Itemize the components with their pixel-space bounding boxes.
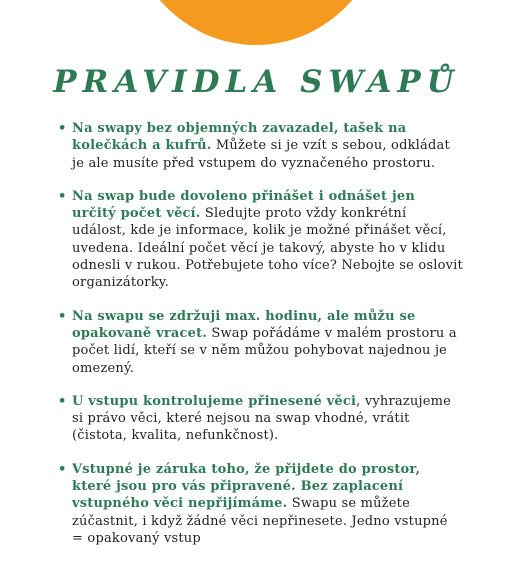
bullet-icon: • <box>58 308 67 324</box>
rule-body: , vyhrazujeme si právo věci, které nejsou na swap vhodné, vrátit (čistota, kvalita, nefunkčnost). <box>72 393 452 444</box>
bullet-icon: • <box>58 393 67 409</box>
rule-lead: Vstupné je záruka toho, že přijdete do prostor, které jsou pro vás připravené. Bez zaplacení vstupného věci nepřijímáme. <box>72 461 421 512</box>
bullet-icon: • <box>58 188 67 204</box>
page-title: PRAVIDLA SWAPŮ <box>53 64 460 100</box>
rule-item-3 <box>58 308 463 377</box>
rule-item-1 <box>58 120 463 172</box>
rule-body: Můžete si je vzít s sebou, odkládat je ale musíte před vstupem do vyznačeného prostoru. <box>72 138 450 171</box>
rule-lead: Na swapy bez objemných zavazadel, tašek na kolečkách a kufrů. <box>72 121 407 154</box>
rule-item-4 <box>58 393 463 445</box>
rule-body: Sledujte proto vždy konkrétní událost, kde je informace, kolik je možné přinášet věcí, uvedena. Ideální počet věcí je takový, abyste ho v klidu odnesli v rukou. Potřebujete toho více? Nebojte se oslovit organizátorky. <box>72 206 463 291</box>
rules-list <box>58 120 463 563</box>
rule-body: Swap pořádáme v malém prostoru a počet lidí, kteří se v něm můžou pohybovat najednou je omezený. <box>72 325 457 376</box>
rule-lead: Na swap bude dovoleno přinášet i odnášet jen určitý počet věcí. <box>72 188 415 222</box>
rule-item-2 <box>58 188 463 292</box>
rule-item-5 <box>58 461 463 547</box>
rule-lead: Na swapu se zdržuji max. hodinu, ale můžu se opakovaně vracet. <box>72 308 416 341</box>
bullet-icon: • <box>58 461 67 477</box>
orange-decoration <box>125 0 387 45</box>
rule-body: Swapu se můžete zúčastnit, i když žádné věci nepřinesete. Jedno vstupné = opakovaný vstup <box>72 496 448 546</box>
rule-lead: U vstupu kontrolujeme přinesené věci <box>72 393 357 409</box>
bullet-icon: • <box>58 121 67 136</box>
